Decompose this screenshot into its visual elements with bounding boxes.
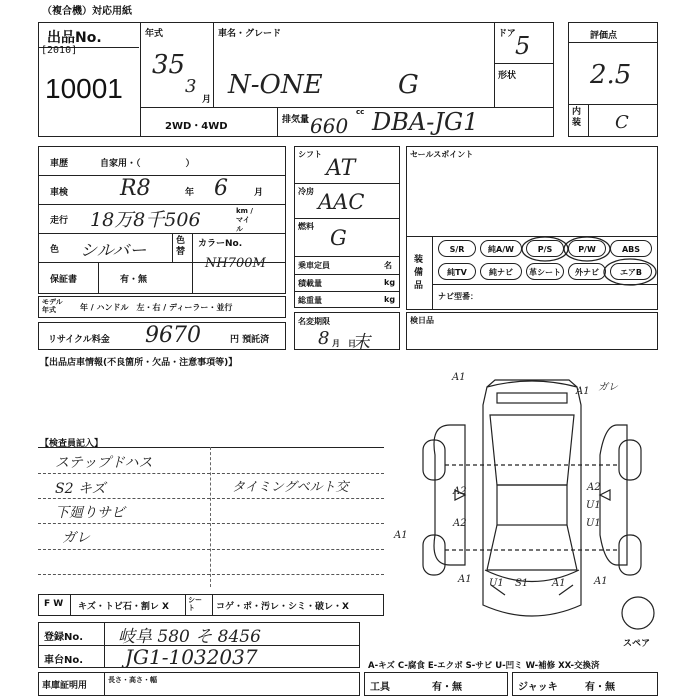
chassis-label: 車台No.: [44, 655, 84, 666]
nenshiki-month-unit: 月: [202, 95, 212, 105]
history-label: 車歴: [50, 159, 69, 169]
seller-notes-label: 【出品店車情報(不良箇所・欠品・注意事項等)】: [40, 358, 238, 368]
equipment-label: 装備品: [414, 255, 424, 291]
equip-abs: ABS: [610, 240, 652, 257]
ac-label: 冷房: [298, 187, 314, 196]
deadline-month: 8: [318, 328, 330, 349]
color-label: 色: [50, 245, 60, 255]
diagram-mark-14: A1: [594, 576, 608, 587]
equip-pw: P/W: [568, 240, 606, 257]
displacement-label: 排気量: [282, 115, 310, 125]
displacement-unit: cc: [356, 108, 365, 116]
seat-text: コゲ・ポ・汚レ・シミ・破レ・X: [216, 602, 349, 612]
equip-ext-navi: 外ナビ: [568, 263, 606, 280]
inspection-year-unit: 年: [185, 188, 195, 198]
diagram-mark-11: U1: [489, 578, 504, 589]
navi-model-label: ナビ型番：: [438, 292, 478, 301]
equip-airbag: エアB: [610, 263, 652, 280]
equip-leather: 革シート: [526, 263, 564, 280]
capacity-label: 乗車定員: [298, 261, 330, 270]
diagram-mark-12: S1: [515, 578, 529, 589]
weight-unit: kg: [384, 295, 396, 304]
model-year-text: 年 / ハンドル 左・右 / ディーラー・並行: [80, 303, 233, 312]
jack-value: 有・無: [585, 682, 615, 693]
registration-label: 登録No.: [44, 632, 84, 643]
form-title: （複合機）対応用紙: [42, 6, 132, 17]
history-value: 自家用・（ ）: [100, 159, 195, 169]
chassis-value: JG1-1032037: [125, 645, 258, 669]
inspector-label: 【検査員記入】: [40, 439, 104, 449]
fuel-label: 燃料: [298, 222, 314, 231]
equip-alloy: 純A/W: [480, 240, 522, 257]
nenshiki-year: 35: [152, 50, 186, 80]
doors-label: ドア: [498, 29, 516, 39]
warranty-value: 有・無: [120, 275, 148, 285]
inspection-value: R8: [120, 176, 151, 201]
jack-label: ジャッキ: [518, 682, 558, 693]
color-code-label: カラーNo.: [198, 239, 243, 249]
score-value: 2.5: [590, 60, 632, 90]
color-value: シルバー: [80, 241, 147, 261]
lot-label: 出品No.: [47, 30, 102, 46]
spare-label: スペア: [623, 639, 651, 649]
weight-label: 総重量: [298, 296, 322, 305]
model-name: N-ONE: [228, 70, 323, 100]
recycle-label: リサイクル料金: [48, 335, 110, 345]
tools-value: 有・無: [432, 682, 462, 693]
equip-ps: P/S: [526, 240, 564, 257]
diagram-mark-9: U1: [586, 518, 601, 529]
diagram-mark-13: A1: [552, 578, 566, 589]
equip-sr: S/R: [438, 240, 476, 257]
model-code: DBA-JG1: [372, 108, 479, 136]
ac-value: AAC: [318, 190, 365, 214]
load-unit: kg: [384, 278, 396, 287]
color-code-value: NH700M: [205, 256, 266, 271]
shape-label: 形状: [498, 71, 517, 81]
shift-value: AT: [326, 156, 356, 181]
diagram-mark-10: A1: [458, 574, 472, 585]
fw-text: キズ・トビ石・割レ X: [78, 602, 169, 612]
diagram-mark-8: U1: [586, 500, 601, 511]
registration-value: 岐阜 580 そ 8456: [118, 627, 261, 647]
doors-value: 5: [515, 32, 531, 60]
inspector-line4: ガレ: [62, 530, 90, 546]
cert-sub: 長さ・高さ・幅: [108, 676, 157, 684]
load-label: 積載量: [298, 279, 322, 288]
mileage-label: 走行: [50, 216, 69, 226]
score-label: 評価点: [590, 31, 618, 41]
lot-year-tag: [2010]: [41, 45, 78, 56]
inspector-right-note: タイミングベルト交: [232, 480, 349, 495]
shift-label: シフト: [298, 150, 322, 159]
inspection-month: 6: [214, 176, 228, 201]
drive-label: 2WD・4WD: [165, 121, 228, 132]
inspector-line1: ステップドハス: [55, 455, 153, 471]
diagram-mark-5: A2: [587, 482, 601, 493]
inspection-label: 車検: [50, 188, 69, 198]
interior-value: C: [615, 112, 629, 133]
inspector-line3: 下廻りサビ: [55, 505, 125, 521]
tools-label: 工具: [370, 682, 390, 693]
diagram-mark-3: A1: [576, 386, 590, 397]
displacement-value: 660: [310, 114, 349, 138]
diagram-mark-2: ガレ: [598, 382, 618, 393]
seat-label: シート: [188, 596, 202, 612]
inspector-line2: S2 キズ: [55, 481, 106, 497]
fw-label: F W: [44, 599, 64, 609]
fuel-value: G: [330, 226, 347, 250]
lot-number: 10001: [45, 73, 123, 104]
deadline-day: 末: [352, 332, 370, 353]
inspection-month-unit: 月: [254, 188, 264, 198]
diagram-mark-6: A2: [453, 518, 467, 529]
diagram-mark-1: A1: [452, 372, 466, 383]
equip-navi: 純ナビ: [480, 263, 522, 280]
car-diagram: [395, 365, 670, 645]
diagram-mark-7: A1: [394, 530, 408, 541]
arrival-label: 検日品: [410, 316, 434, 325]
recycle-value: 9670: [145, 323, 201, 348]
sales-point-label: セールスポイント: [410, 150, 474, 159]
diagram-mark-4: A2: [453, 486, 467, 497]
arrival-box: [406, 312, 658, 350]
mileage-value: 18万8千506: [90, 209, 201, 231]
damage-legend: A-キズ C-腐食 E-エクボ S-サビ U-凹ミ W-補修 XX-交換済: [368, 661, 600, 671]
warranty-label: 保証書: [50, 275, 78, 285]
model-grade: G: [398, 70, 419, 100]
nenshiki-label: 年式: [145, 29, 164, 39]
mileage-unit: km / マイル: [236, 207, 253, 233]
model-year-label: モデル年式: [42, 298, 63, 314]
equip-tv: 純TV: [438, 263, 476, 280]
equipment-circles: [520, 233, 665, 293]
nenshiki-month: 3: [185, 76, 197, 97]
capacity-unit: 名: [384, 261, 392, 270]
interior-label: 内装: [572, 107, 582, 128]
model-label: 車名・グレード: [218, 29, 282, 39]
deadline-unit: 月 日: [332, 339, 356, 348]
cert-label: 車庫証明用: [42, 681, 88, 691]
deadline-label: 名変期限: [298, 317, 330, 326]
lot-box: [38, 22, 141, 137]
color-change-label: 色替: [176, 236, 186, 257]
recycle-unit: 円 預託済: [230, 335, 270, 345]
